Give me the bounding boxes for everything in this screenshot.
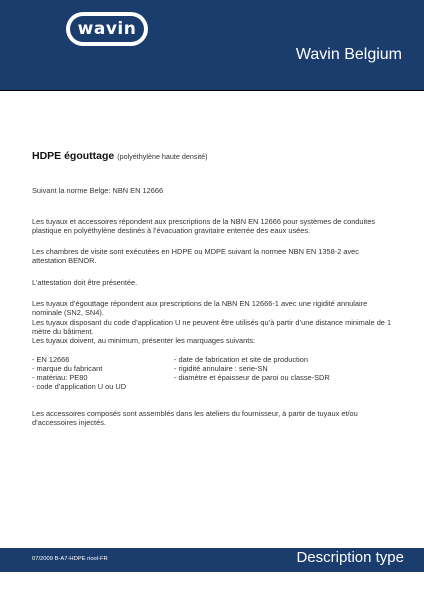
company-title: Wavin Belgium (295, 46, 402, 63)
footer-band (0, 548, 424, 572)
marking-item: - diamètre et épaisseur de paroi ou classe-SDR (174, 373, 330, 383)
marking-item: - rigidité annulaire : serie-SN (174, 363, 268, 373)
document-body (32, 152, 392, 439)
header-band (0, 0, 424, 91)
document-title (32, 152, 392, 161)
paragraph-markings-intro: Les tuyaux doivent, au minimum, présenter les marquages suivants: (32, 336, 256, 346)
title-subtitle: (polyéthylène haute densité) (117, 152, 208, 161)
norm-reference: Suivant la norme Belge: NBN EN 12666 (32, 186, 164, 196)
paragraph-attestation: L’attestation doit être présentée. (32, 277, 138, 287)
logo-text: wavin (77, 19, 137, 39)
wavin-logo (66, 12, 148, 46)
paragraph-inspection-chambers: Les chambres de visite sont exécutées en HDPE ou MDPE suivant la normee NBN EN 1358-2 avec attestation BENOR. (32, 247, 359, 266)
marking-item: - date de fabrication et site de production (174, 354, 308, 364)
paragraph-pipes-rigidity: Les tuyaux d’égouttage répondent aux prescriptions de la NBN EN 12666-1 avec une rigidité annulaire nominale (SN2, SN4). (32, 299, 368, 318)
marking-item: - marque du fabricant (32, 363, 103, 373)
document-type-label: Description type (296, 549, 404, 566)
title-main: HDPE égouttage (32, 150, 115, 162)
marking-item: - matériau: PE80 (32, 373, 88, 383)
document-reference: 07/2009 B-A7-HDPE riool-FR (32, 556, 108, 562)
paragraph-requirements: Les tuyaux et accessoires répondent aux prescriptions de la NBN EN 12666 pour systèmes de conduites plastique en polyéthylène destinés à l’évacuation gravitaire enterrée des eaux usées. (32, 216, 376, 235)
markings-list (32, 355, 392, 392)
paragraph-application-code: Les tuyaux disposant du code d’application U ne peuvent être utilisés qu’à partir d’une distance minimale de 1 mètre du bâtiment. (32, 317, 392, 336)
marking-item: - code d’application U ou UD (32, 382, 127, 392)
paragraph-accessories: Les accessoires composés sont assemblés dans les ateliers du fournisseur, à partir de tuyaux et/ou d’accessoires injectés. (32, 408, 358, 428)
marking-item: - EN 12666 (32, 354, 70, 364)
